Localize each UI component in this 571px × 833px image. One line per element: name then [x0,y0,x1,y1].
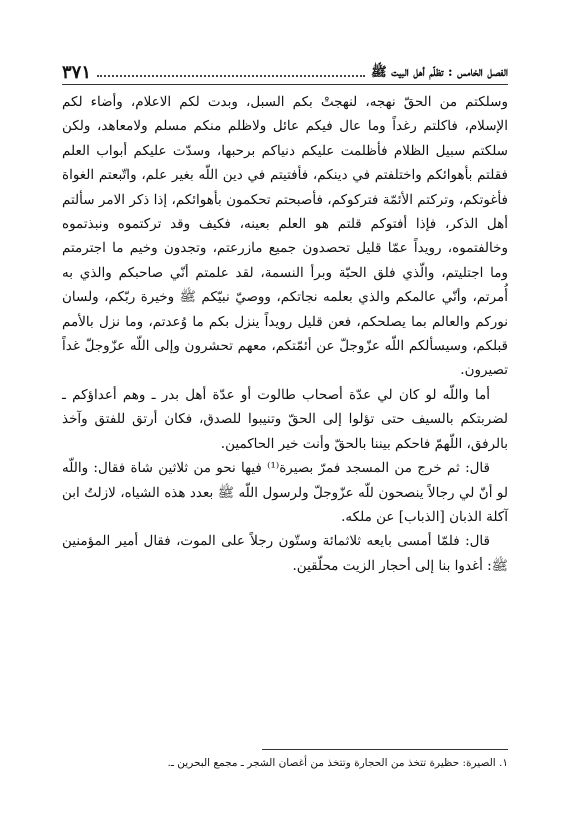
header-dot-leader [97,75,365,77]
footnote: ١. الصيرة: حظيرة تتخذ من الحجارة وتتخذ من أغصان الشجر ـ مجمع البحرين ـ. [167,757,508,769]
page-number: ٣٧١ [62,62,92,83]
paragraph: وسلكتم من الحقّ نهجه، لنهجتْ بكم السبل، وبدت لكم الاعلام، وأضاء لكم الإسلام، فاكلتم رغداً وما عال فيكم عائل ولاظلم منكم مسلم ولامعاهد، ولكن سلكتم سبيل الظلام فأظلمت عليكم دنياكم برحبها، وسدّت عليكم أبواب العلم فقلتم بأهوائكم واختلفتم في دينكم، فأفتيتم في دين اللّه بغير علم، واتّبعتم الغواة فأغوتكم، وتركتم الأئمّة فتركوكم، فأصبحتم تحكمون بأهوائكم، إذا ذكر الامر سألتم أهل الذكر، فإذا أفتوكم قلتم هو العلم بعينه، فكيف وقد تركتموه ونبذتموه وخالفتموه، رويداً عمّا قليل تحصدون جميع مازرعتم، وتجدون وخيم ما اجترمتم وما اجتليتم، والّذي فلق الحبّة وبرأ النسمة، لقد علمتم أنّي صاحبكم والذي به أُمرتم، وأنّي عالمكم والذي بعلمه نجاتكم، ووصيّ نبيّكم ﷺ وخيرة ربّكم، ولسان نوركم والعالم بما يصلحكم، فعن قليل رويداً ينزل بكم ما وُعدتم، وما نزل بالأمم قبلكم، وسيسألكم اللّه عزّوجلّ عن أئمّتكم، معهم تحشرون وإلى اللّه عزّوجلّ غداً تصيرون. [62,94,508,379]
body-text [62,90,508,578]
footnote-rule [262,749,508,750]
paragraph: قال: فلمّا أمسى بايعه ثلاثمائة وستّون رجلاً على الموت، فقال أمير المؤمنين ﷺ: أغدوا بنا إلى أحجار الزيت محلّقين. [62,533,508,574]
header-rule [62,84,508,85]
chapter-title: الفصل الخامس : تظلّم أهل البيت ﷺ [371,65,508,80]
paragraph: أما واللّه لو كان لي عدّة أصحاب طالوت أو عدّة أهل بدر ـ وهم أعداؤكم ـ لضربتكم بالسيف حتى تؤلوا إلى الحقّ وتنيبوا للصدق، فكان أرتق للفتق وآخذ بالرفق، اللّهمّ فاحكم بيننا بالحقّ وأنت خير الحاكمين. [62,386,508,452]
running-header [62,55,508,83]
paragraph: قال: ثم خرج من المسجد فمرّ بصيرة⁽¹⁾ فيها نحو من ثلاثين شاة فقال: واللّه لو أنّ لي رجالاً ينصحون للّه عزّوجلّ ولرسول اللّه ﷺ بعدد هذه الشياه، لازلتُ ابن آكلة الذبان [الذباب] عن ملكه. [62,460,508,525]
